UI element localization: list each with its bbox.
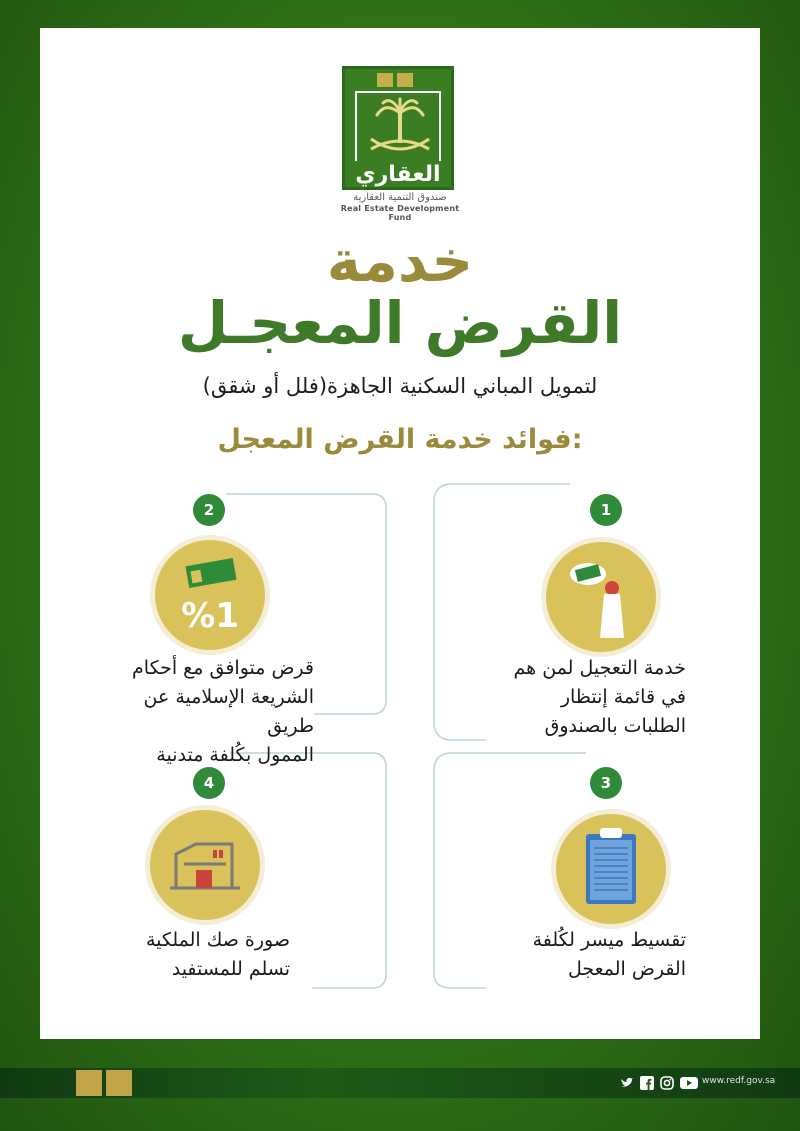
benefit-3-text (480, 926, 686, 984)
youtube-icon[interactable] (680, 1076, 698, 1090)
benefit-2-text (98, 654, 314, 770)
person-money-icon (546, 542, 656, 652)
benefit-4-line: صورة صك الملكية (145, 929, 290, 951)
benefit-2-line: قرض متوافق مع أحكام (132, 657, 314, 679)
twitter-icon[interactable] (620, 1076, 634, 1090)
percent-label: %1 (181, 596, 239, 636)
benefit-4-line: تسلم للمستفيد (171, 958, 290, 980)
logo-arabic-name: صندوق التنمية العقارية (353, 192, 447, 203)
benefits-heading: فوائد خدمة القرض المعجل: (217, 424, 583, 455)
step-number-3: 3 (590, 767, 622, 799)
house-icon (150, 810, 260, 920)
footer-gold-block (76, 1070, 102, 1096)
benefit-1-line: خدمة التعجيل لمن هم (513, 657, 686, 679)
title-line-1: خدمة (326, 227, 474, 295)
benefit-1-line: الطلبات بالصندوق (544, 715, 686, 737)
title-line-2: القرض المعجـل (177, 289, 623, 357)
benefit-4-icon-circle (150, 810, 260, 920)
benefit-2-line: الشريعة الإسلامية عن طريق (143, 686, 314, 737)
clipboard-icon (556, 814, 666, 924)
benefit-2-line: الممول بكُلفة متدنية (156, 744, 314, 766)
footer-gold-block (106, 1070, 132, 1096)
benefit-1-line: في قائمة إنتظار (560, 686, 686, 708)
subtitle: لتمويل المباني السكنية الجاهزة(فلل أو شقق) (202, 374, 598, 398)
benefit-3-line: تقسيط ميسر لكُلفة (532, 929, 686, 951)
step-number-4: 4 (193, 767, 225, 799)
website-link[interactable]: www.redf.gov.sa (702, 1076, 776, 1086)
benefit-3-line: القرض المعجل (567, 958, 686, 980)
benefit-1-text (470, 654, 686, 741)
facebook-icon[interactable] (640, 1076, 654, 1090)
logo-wordmark: العقاري (355, 162, 441, 187)
benefit-4-text (98, 926, 290, 984)
logo-english-name: Real Estate Development Fund (340, 204, 460, 222)
benefit-2-icon-circle (155, 540, 265, 650)
step-number-1: 1 (590, 494, 622, 526)
benefit-1-icon-circle (546, 542, 656, 652)
instagram-icon[interactable] (660, 1076, 674, 1090)
step-number-2: 2 (193, 494, 225, 526)
benefit-3-icon-circle (556, 814, 666, 924)
